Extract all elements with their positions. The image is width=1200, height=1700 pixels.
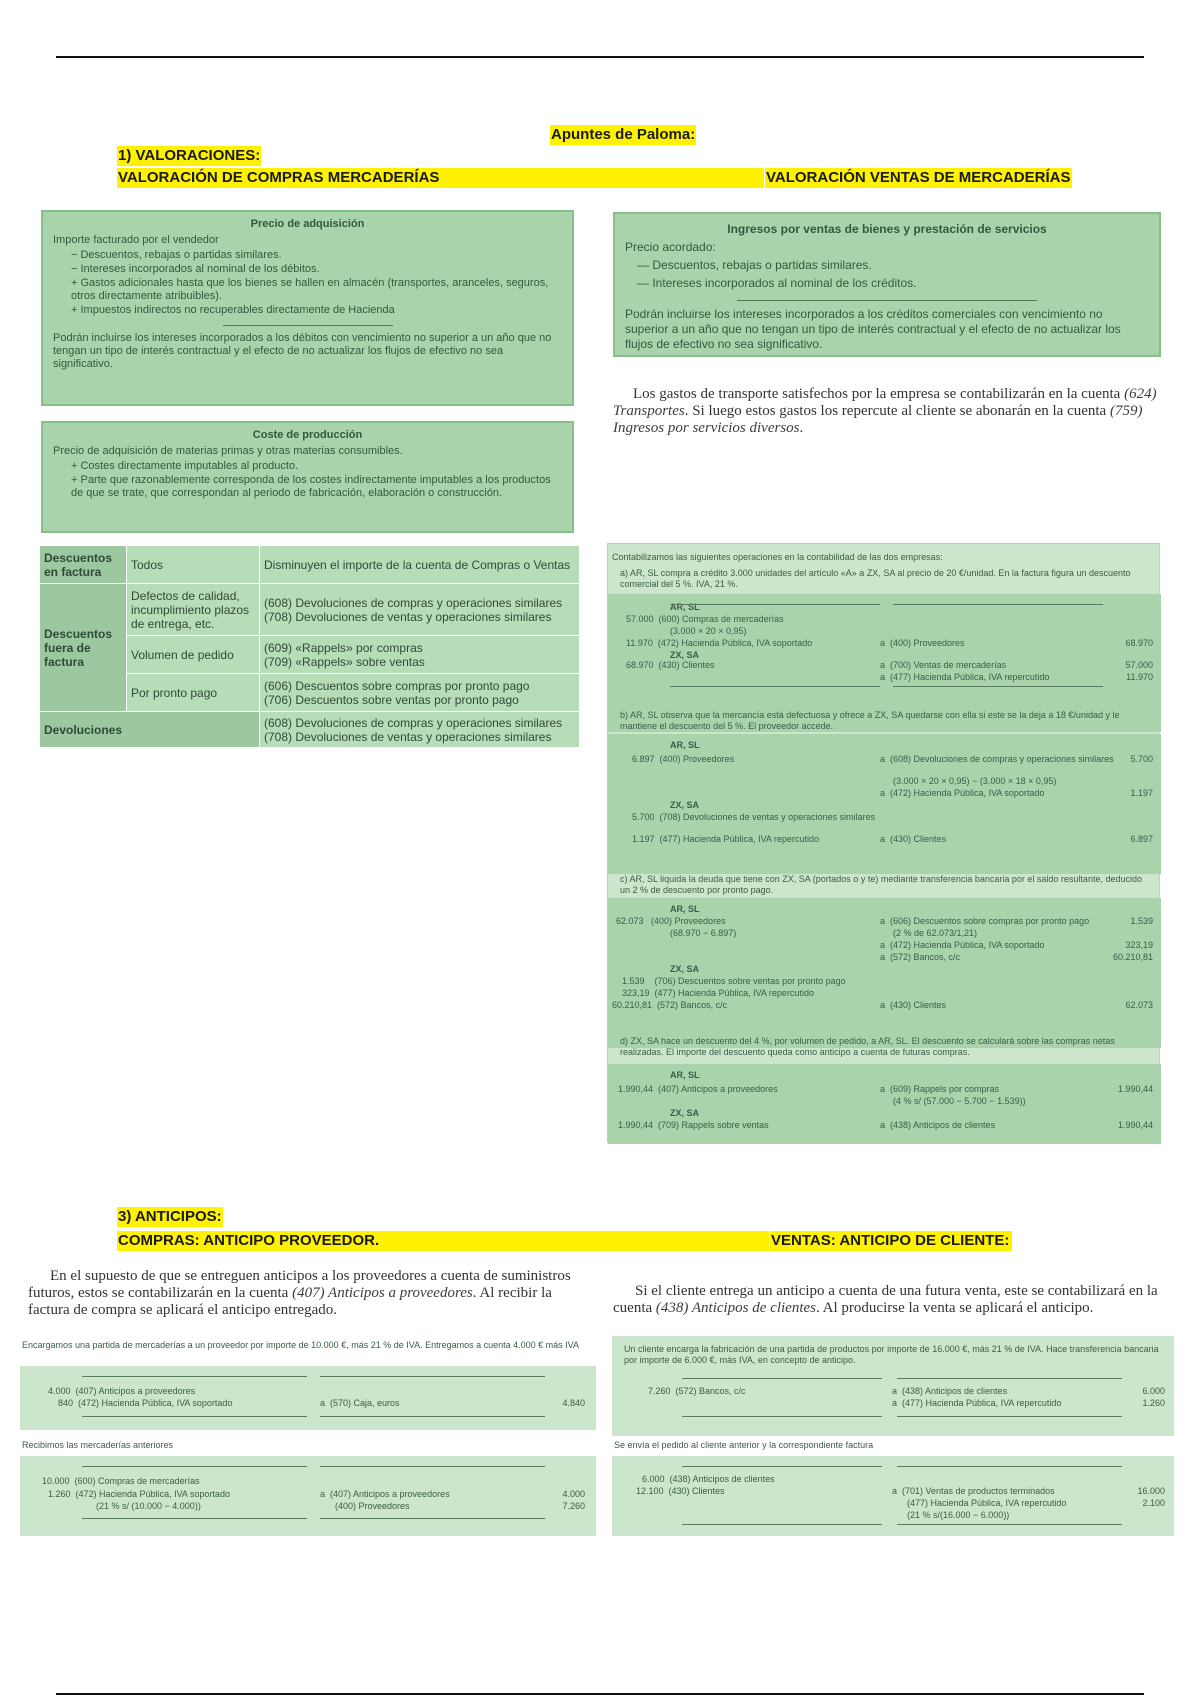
- journal-line: 7.260 (572) Bancos, c/c: [648, 1386, 746, 1396]
- journal-rule: [82, 1518, 307, 1519]
- account-line: (708) Devoluciones de ventas y operaciones similares: [264, 729, 552, 744]
- coste-item: + Parte que razonablemente corresponda de los costes indirectamente imputables a los productos de que se trate, que correspondan al periodo de fabricación, elaboración o construcción.: [71, 474, 551, 499]
- table-cell: Por pronto pago: [127, 674, 260, 712]
- ejercicio-c: c) AR, SL liquida la deuda que tiene con ZX, SA (portados o y te) mediante transferencia bancaria por el saldo resultante, deducido un 2 % de descuento por pronto pago.: [620, 874, 1142, 895]
- top-rule: [56, 56, 1144, 58]
- journal-line: 6.897 (400) Proveedores: [632, 754, 735, 764]
- precio-item: + Impuestos indirectos no recuperables directamente de Hacienda: [71, 304, 395, 316]
- transporte-text: Los gastos de transporte satisfechos por la empresa se contabilizarán en la cuenta: [633, 386, 1125, 402]
- account-line: (608) Devoluciones de compras y operaciones similares: [264, 595, 563, 610]
- journal-amount: 1.539: [1130, 916, 1153, 926]
- journal-rule: [897, 1416, 1122, 1417]
- journal-line: (477) Hacienda Pública, IVA repercutido: [907, 1498, 1067, 1508]
- account-line: (708) Devoluciones de ventas y operaciones similares: [264, 609, 552, 624]
- journal-line: 840 (472) Hacienda Pública, IVA soportado: [58, 1398, 233, 1408]
- journal-line: (3.000 × 20 × 0,95): [670, 626, 747, 636]
- journal-line: a (400) Proveedores: [880, 638, 965, 648]
- ejercicio-descuentos-panel: [607, 543, 1160, 1143]
- recibimos-label: Recibimos las mercaderías anteriores: [22, 1440, 174, 1450]
- journal-line: 5.700 (708) Devoluciones de ventas y operaciones similares: [632, 812, 876, 822]
- journal-rule: [82, 1376, 307, 1377]
- journal-line: a (572) Bancos, c/c: [880, 952, 961, 962]
- journal-line: a (606) Descuentos sobre compras por pronto pago: [880, 916, 1090, 926]
- divider: [737, 300, 1037, 301]
- journal-line: a (570) Caja, euros: [320, 1398, 400, 1408]
- journal-line: 57.000 (600) Compras de mercaderías: [626, 614, 784, 624]
- table-cell: [260, 636, 580, 674]
- journal-rule: [320, 1518, 545, 1519]
- journal-line: 10.000 (600) Compras de mercaderías: [42, 1476, 200, 1486]
- journal-amount: 11.970: [1126, 672, 1153, 682]
- ventas-anticipo-title: VENTAS: ANTICIPO DE CLIENTE:: [770, 1231, 1012, 1251]
- journal-rule: [670, 686, 880, 687]
- ingresos-item: — Intereses incorporados al nominal de los créditos.: [637, 276, 917, 290]
- journal-rule: [897, 1524, 1122, 1525]
- journal-amount: 4.840: [562, 1398, 585, 1408]
- journal-rule: [670, 604, 880, 605]
- anticipo-text: En el supuesto de que se entreguen anticipos a los proveedores a cuenta de suministros futuros, estos se contabilizarán en la cuenta: [28, 1268, 571, 1301]
- table-cell: [260, 584, 580, 636]
- section-1-title: 1) VALORACIONES:: [118, 147, 261, 164]
- table-cell: Volumen de pedido: [127, 636, 260, 674]
- precio-title: Precio de adquisición: [250, 218, 365, 230]
- journal-line: 1.260 (472) Hacienda Pública, IVA soportado: [48, 1489, 230, 1499]
- journal-rule: [682, 1524, 882, 1525]
- journal-line: 1.990,44 (407) Anticipos a proveedores: [618, 1084, 778, 1094]
- journal-amount: 6.000: [1142, 1386, 1165, 1396]
- table-cell: Devoluciones: [40, 712, 260, 748]
- journal-line: 1.197 (477) Hacienda Pública, IVA repercutido: [632, 834, 819, 844]
- account-line: (709) «Rappels» sobre ventas: [264, 654, 425, 669]
- anticipo-text: . Al producirse la venta se aplicará el anticipo.: [816, 1300, 1094, 1316]
- ingresos-title: Ingresos por ventas de bienes y prestación de servicios: [727, 222, 1047, 236]
- anticipo-cliente-intro: Un cliente encarga la fabricación de una partida de productos por importe de 16.000 €, más 21 % de IVA. Hace transferencia bancaria por importe de 6.000 €, más IVA, en concepto de anticipo.: [624, 1344, 1159, 1365]
- precio-intro: Importe facturado por el vendedor: [53, 234, 219, 246]
- journal-line: 62.073 (400) Proveedores: [616, 916, 726, 926]
- journal-rule: [320, 1376, 545, 1377]
- descuentos-table: [39, 545, 580, 748]
- journal-rule: [893, 686, 1103, 687]
- compras-anticipo-title: COMPRAS: ANTICIPO PROVEEDOR.: [117, 1231, 769, 1251]
- transporte-account: (624) Transportes: [613, 386, 1157, 419]
- coste-intro: Precio de adquisición de materias primas y otras materias consumibles.: [53, 445, 403, 457]
- journal-line: (21 % s/ (10.000 − 4.000)): [96, 1501, 201, 1511]
- account-line: (609) «Rappels» por compras: [264, 640, 423, 655]
- journal-line: 11.970 (472) Hacienda Pública, IVA soportado: [626, 638, 813, 648]
- company-label: ZX, SA: [670, 964, 700, 974]
- anticipo-proveedor-panel: [20, 1336, 596, 1536]
- journal-line: (68.970 − 6.897): [670, 928, 737, 938]
- divider: [223, 325, 393, 326]
- journal-line: a (438) Anticipos de clientes: [892, 1386, 1008, 1396]
- journal-line: a (609) Rappels por compras: [880, 1084, 1000, 1094]
- ejercicio-b: b) AR, SL observa que la mercancía está defectuosa y ofrece a ZX, SA quedarse con ella si este se la deja a 18 €/unidad y le mantiene el descuento del 5 %. El proveedor accede.: [620, 710, 1120, 731]
- journal-line: a (430) Clientes: [880, 834, 947, 844]
- table-cell: Disminuyen el importe de la cuenta de Compras o Ventas: [260, 546, 580, 584]
- ejercicio-a: a) AR, SL compra a crédito 3.000 unidades del artículo «A» a ZX, SA al precio de 20 €/unidad. En la factura figura un descuento comercial del 5 %. IVA, 21 %.: [620, 568, 1131, 589]
- journal-line: 12.100 (430) Clientes: [636, 1486, 725, 1496]
- anticipo-proveedor-paragraph: [28, 1268, 583, 1319]
- table-cell: Descuentos en factura: [40, 546, 127, 584]
- journal-line: a (472) Hacienda Pública, IVA soportado: [880, 788, 1045, 798]
- journal-rule: [897, 1466, 1122, 1467]
- anticipo-account: (407) Anticipos a proveedores: [292, 1285, 473, 1301]
- precio-item: − Intereses incorporados al nominal de los débitos.: [71, 263, 320, 275]
- precio-adquisicion-box: [41, 210, 574, 406]
- journal-amount: 16.000: [1137, 1486, 1165, 1496]
- ingresos-ventas-box: [613, 212, 1161, 357]
- journal-rule: [682, 1416, 882, 1417]
- journal-rule: [320, 1466, 545, 1467]
- journal-amount: 62.073: [1125, 1000, 1153, 1010]
- company-label: ZX, SA: [670, 1108, 700, 1118]
- journal-rule: [82, 1466, 307, 1467]
- company-label: AR, SL: [670, 1070, 700, 1080]
- anticipo-account: (438) Anticipos de clientes: [655, 1300, 816, 1316]
- journal-amount: 323,19: [1125, 940, 1153, 950]
- table-cell: [260, 712, 580, 748]
- journal-line: (3.000 × 20 × 0,95) − (3.000 × 18 × 0,95): [893, 776, 1057, 786]
- journal-line: (400) Proveedores: [335, 1501, 410, 1511]
- journal-amount: 1.990,44: [1117, 1120, 1153, 1130]
- section-3-title: 3) ANTICIPOS:: [118, 1208, 222, 1225]
- bottom-rule: [56, 1693, 1144, 1695]
- journal-line: a (472) Hacienda Pública, IVA soportado: [880, 940, 1045, 950]
- journal-amount: 1.197: [1130, 788, 1153, 798]
- table-cell: Descuentos fuera de factura: [40, 584, 127, 712]
- ingresos-note: Podrán incluirse los intereses incorporados a los créditos comerciales con vencimiento no superior a un año que no tengan un tipo de interés contractual y el efecto de no actualizar los flujos de efectivo no sea significativo.: [625, 307, 1121, 351]
- journal-line: 4.000 (407) Anticipos a proveedores: [48, 1386, 196, 1396]
- journal-amount: 6.897: [1130, 834, 1153, 844]
- journal-amount: 7.260: [562, 1501, 585, 1511]
- journal-line: 1.539 (706) Descuentos sobre ventas por pronto pago: [622, 976, 846, 986]
- anticipo-cliente-paragraph: [613, 1283, 1158, 1317]
- envia-label: Se envía el pedido al cliente anterior y la correspondiente factura: [614, 1440, 874, 1450]
- precio-item: − Descuentos, rebajas o partidas similares.: [71, 249, 282, 261]
- journal-amount: 5.700: [1130, 754, 1153, 764]
- company-label: ZX, SA: [670, 800, 700, 810]
- transporte-paragraph: [613, 386, 1161, 437]
- journal-line: a (407) Anticipos a proveedores: [320, 1489, 450, 1499]
- company-label: ZX, SA: [670, 650, 700, 660]
- journal-line: 68.970 (430) Clientes: [626, 660, 715, 670]
- journal-amount: 1.990,44: [1117, 1084, 1153, 1094]
- ejercicio-intro: Contabilizamos las siguientes operaciones en la contabilidad de las dos empresas:: [612, 552, 943, 562]
- account-line: (608) Devoluciones de compras y operaciones similares: [264, 715, 563, 730]
- ingresos-item: — Descuentos, rebajas o partidas similares.: [637, 258, 872, 272]
- journal-line: (21 % s/(16.000 − 6.000)): [907, 1510, 1010, 1520]
- journal-amount: 1.260: [1142, 1398, 1165, 1408]
- precio-item: + Gastos adicionales hasta que los bienes se hallen en almacén (transportes, aranceles, seguros, otros directamente atribuibles).: [71, 277, 549, 302]
- ingresos-intro: Precio acordado:: [625, 240, 716, 254]
- account-line: (706) Descuentos sobre ventas por pronto pago: [264, 692, 519, 707]
- journal-amount: 2.100: [1142, 1498, 1165, 1508]
- journal-line: 323,19 (477) Hacienda Pública, IVA repercutido: [622, 988, 814, 998]
- page-heading: Apuntes de Paloma:: [551, 126, 696, 143]
- journal-rule: [82, 1416, 307, 1417]
- journal-line: a (438) Anticipos de clientes: [880, 1120, 996, 1130]
- compras-valoracion-title: VALORACIÓN DE COMPRAS MERCADERÍAS: [117, 168, 764, 188]
- journal-line: 6.000 (438) Anticipos de clientes: [642, 1474, 775, 1484]
- anticipo-intro: Encargamos una partida de mercaderías a un proveedor por importe de 10.000 €, más 21 % de IVA. Entregamos a cuenta 4.000 € más IVA: [22, 1340, 579, 1350]
- anticipo-text: . Al recibir la factura de compra se aplicará el anticipo entregado.: [28, 1285, 552, 1318]
- ingresos-account: (759) Ingresos por servicios diversos: [613, 403, 1143, 436]
- journal-line: 60.210,81 (572) Bancos, c/c: [612, 1000, 728, 1010]
- journal-line: (2 % de 62.073/1,21): [893, 928, 978, 938]
- journal-rule: [893, 604, 1103, 605]
- journal-amount: 68.970: [1125, 638, 1153, 648]
- journal-rule: [682, 1466, 882, 1467]
- company-label: AR, SL: [670, 602, 700, 612]
- journal-rule: [320, 1416, 545, 1417]
- journal-line: a (701) Ventas de productos terminados: [892, 1486, 1055, 1496]
- journal-line: a (700) Ventas de mercaderías: [880, 660, 1007, 670]
- company-label: AR, SL: [670, 904, 700, 914]
- journal-amount: 60.210,81: [1112, 952, 1153, 962]
- precio-note: Podrán incluirse los intereses incorporados a los débitos con vencimiento no superior a un año que no tengan un tipo de interés contractual y el efecto de no actualizar los flujos de efectivo no sea significativo.: [53, 332, 552, 370]
- journal-amount: 4.000: [562, 1489, 585, 1499]
- journal-line: a (477) Hacienda Pública, IVA repercutido: [880, 672, 1050, 682]
- journal-line: 1.990,44 (709) Rappels sobre ventas: [618, 1120, 769, 1130]
- coste-item: + Costes directamente imputables al producto.: [71, 460, 299, 472]
- coste-title: Coste de producción: [252, 429, 363, 441]
- account-line: (606) Descuentos sobre compras por pronto pago: [264, 678, 530, 693]
- transporte-text: .: [799, 420, 804, 436]
- coste-produccion-box: [41, 421, 574, 533]
- table-cell: Defectos de calidad, incumplimiento plazos de entrega, etc.: [127, 584, 260, 636]
- journal-rule: [682, 1378, 882, 1379]
- ejercicio-d: d) ZX, SA hace un descuento del 4 %, por volumen de pedido, a AR, SL. El descuento se calculará sobre las compras netas realizadas. El importe del descuento queda como anticipo a cuenta de futuras compras.: [620, 1036, 1115, 1057]
- transporte-text: . Si luego estos gastos los repercute al cliente se abonarán en la cuenta: [684, 403, 1110, 419]
- anticipo-text: Si el cliente entrega un anticipo a cuenta de una futura venta, este se contabilizará en la cuenta: [613, 1283, 1158, 1316]
- ventas-valoracion-title: VALORACIÓN VENTAS DE MERCADERÍAS: [766, 169, 1071, 186]
- journal-line: a (430) Clientes: [880, 1000, 947, 1010]
- journal-amount: 57.000: [1125, 660, 1153, 670]
- journal-rule: [897, 1378, 1122, 1379]
- journal-line: a (608) Devoluciones de compras y operaciones similares: [880, 754, 1114, 764]
- table-cell: [260, 674, 580, 712]
- journal-line: a (477) Hacienda Pública, IVA repercutido: [892, 1398, 1062, 1408]
- table-cell: Todos: [127, 546, 260, 584]
- journal-line: (4 % s/ (57.000 − 5.700 − 1.539)): [893, 1096, 1026, 1106]
- anticipo-cliente-panel: [612, 1336, 1174, 1536]
- company-label: AR, SL: [670, 740, 700, 750]
